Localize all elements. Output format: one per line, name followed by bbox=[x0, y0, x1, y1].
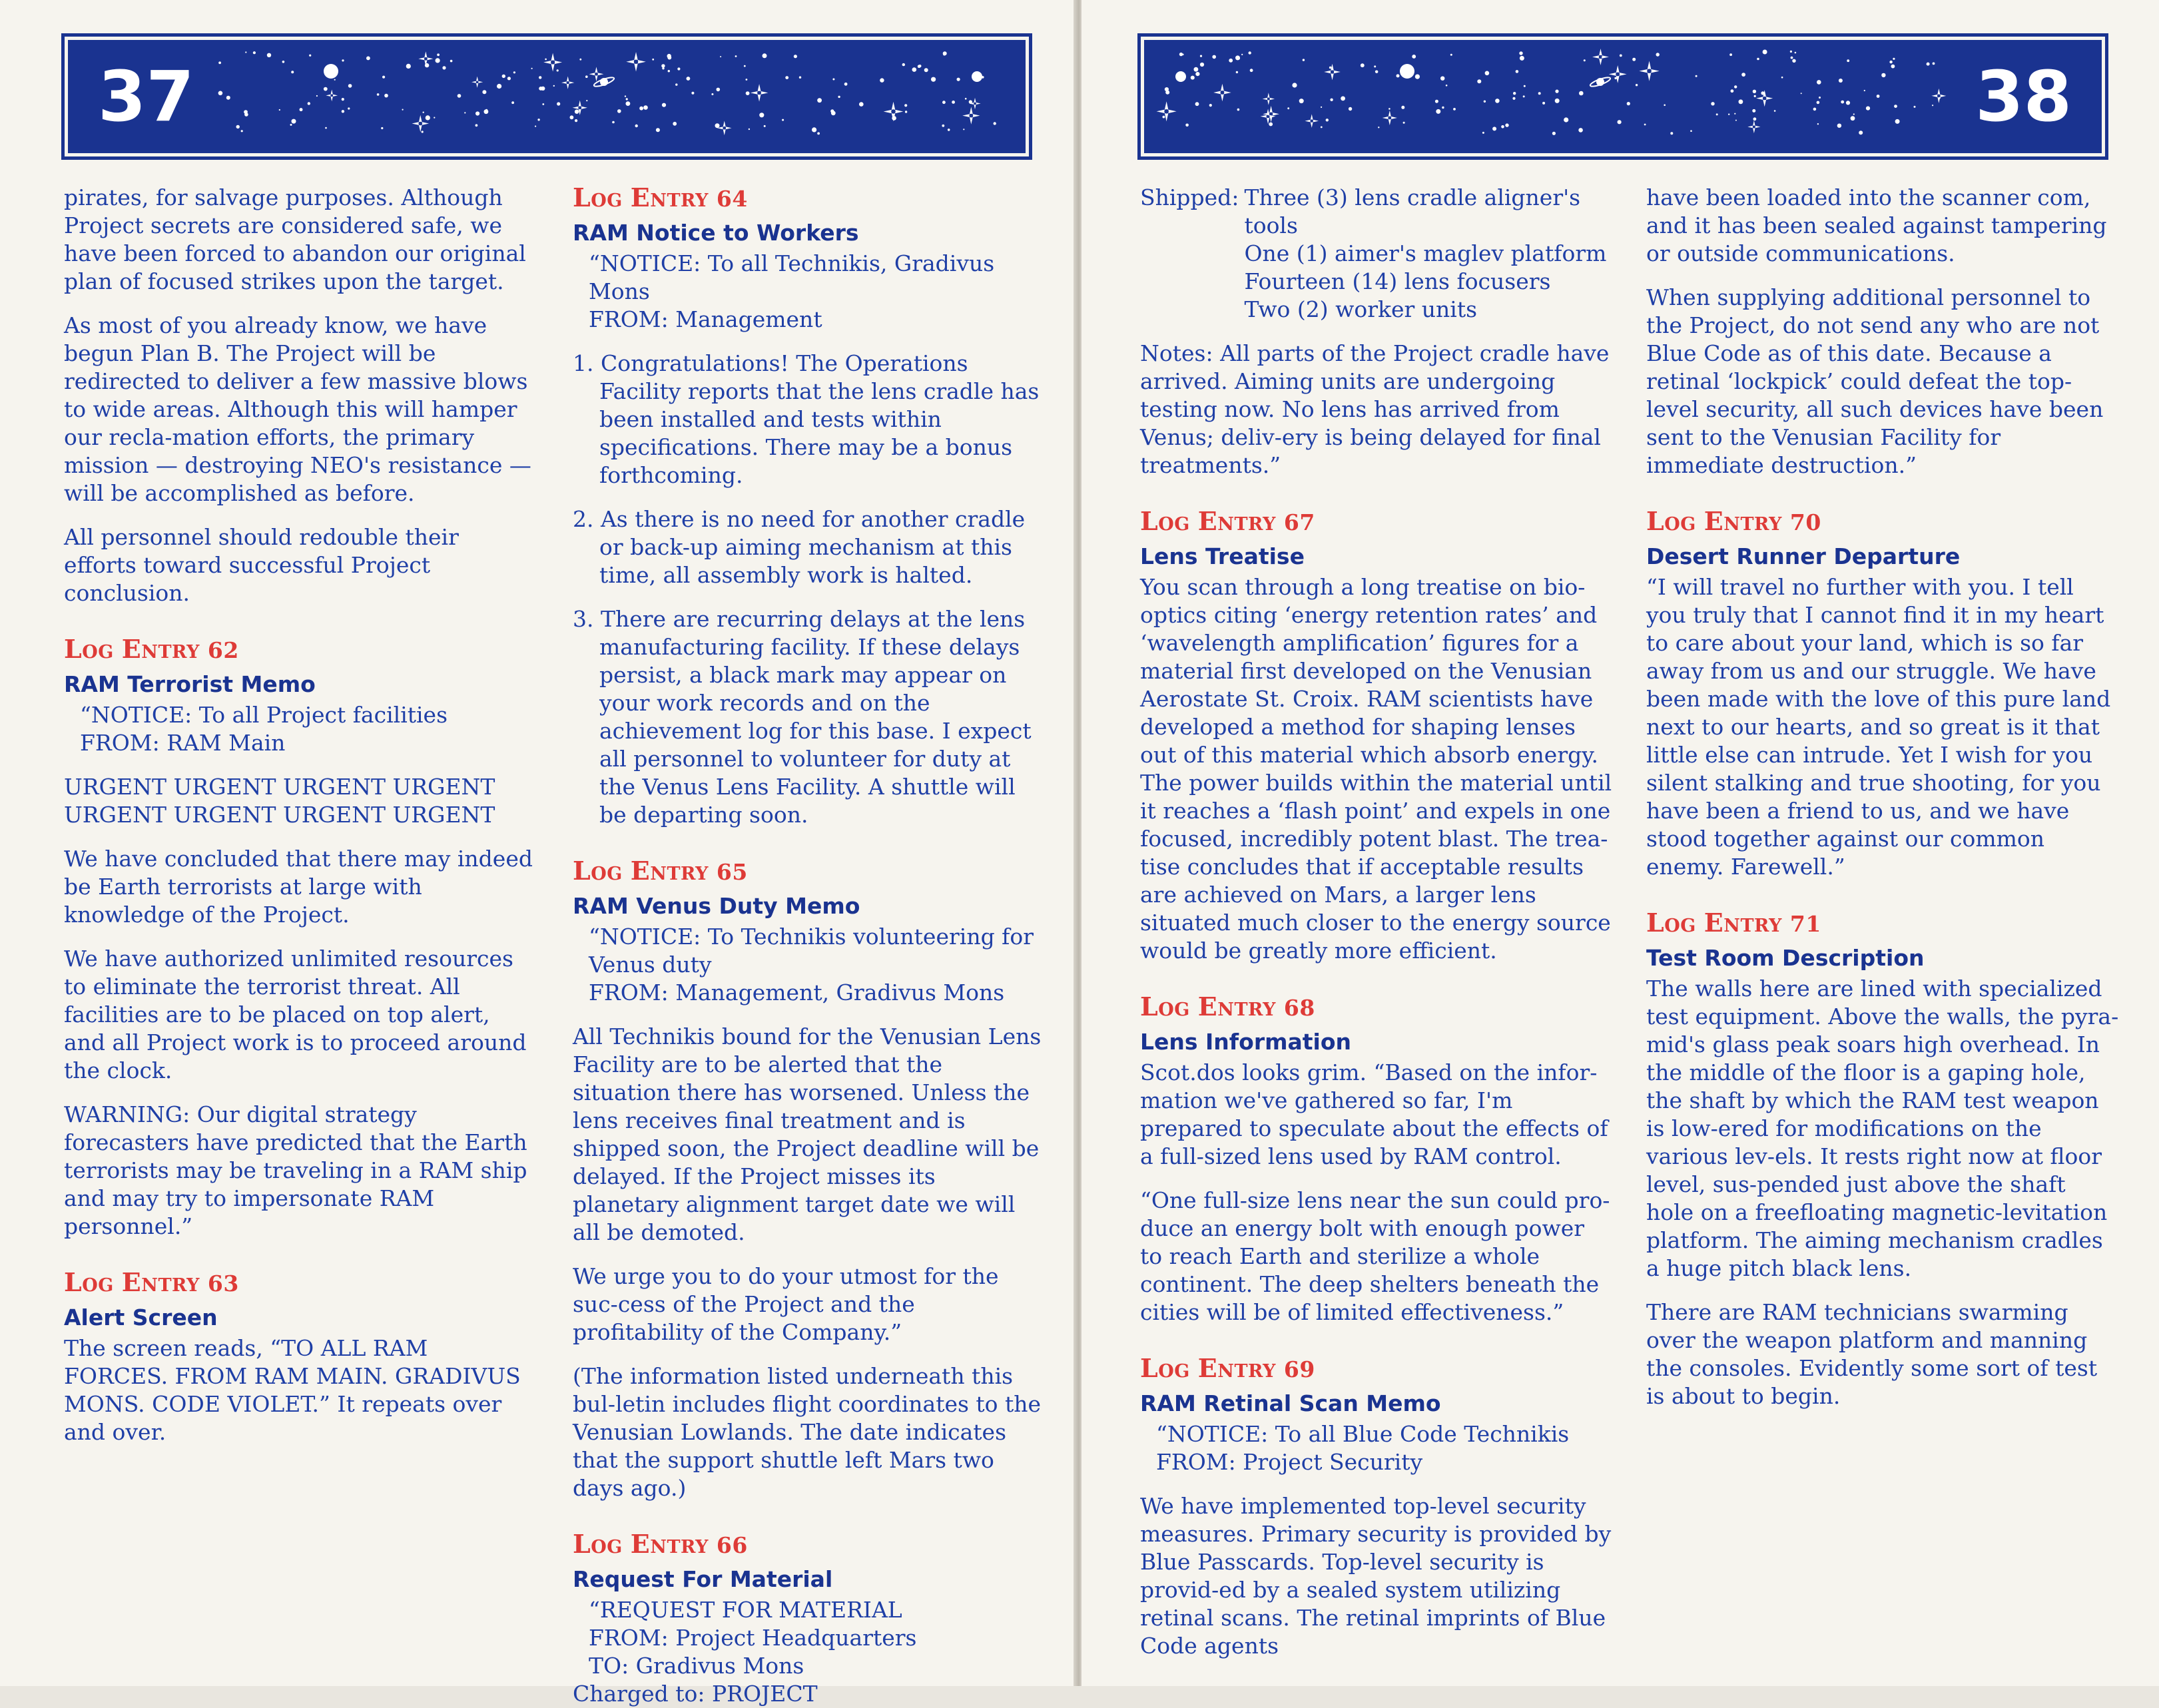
entry-title: Request For Material bbox=[573, 1566, 833, 1592]
paragraph: pirates, for salvage purposes. Although Project secrets are considered safe, we have been forced to abandon our original plan of focused strikes upon the target. bbox=[64, 184, 526, 294]
entry-title: Alert Screen bbox=[64, 1304, 218, 1330]
paragraph: The screen reads, “TO ALL RAM FORCES. FROM RAM MAIN. GRADIVUS MONS. CODE VIOLET.” It repeats over and over. bbox=[64, 1335, 521, 1445]
list-item: 3. There are recurring delays at the lens manufacturing facility. If these delays persist, a black mark may appear on your work records and on the achievement log for this base. I expect all personnel to volunteer for duty at the Venus Lens Facility. A shuttle will be departing soon. bbox=[573, 606, 1032, 828]
memo-line: “REQUEST FOR MATERIAL bbox=[589, 1597, 902, 1623]
page-banner-38 bbox=[1137, 33, 2108, 160]
log-entry-heading: LOG ENTRY 69 bbox=[1140, 1353, 1315, 1383]
memo-line: FROM: Project Headquarters bbox=[589, 1625, 917, 1651]
paragraph: Notes: All parts of the Project cradle have arrived. Aiming units are undergoing testing now. No lens has arrived from Venus; deliv-ery is being delayed for final treatments.” bbox=[1140, 340, 1610, 478]
shipped-item: Three (3) lens cradle aligner's tools bbox=[1244, 184, 1581, 238]
shipped-item: Two (2) worker units bbox=[1244, 296, 1478, 322]
paragraph: WARNING: Our digital strategy forecasters have predicted that the Earth terrorists may be traveling in a RAM ship and may try to impersonate RAM personnel.” bbox=[64, 1101, 527, 1239]
log-entry-heading: LOG ENTRY 62 bbox=[64, 634, 239, 664]
paragraph: All personnel should redouble their efforts toward successful Project conclusion. bbox=[64, 524, 459, 606]
shipped-item: Fourteen (14) lens focusers bbox=[1244, 268, 1551, 294]
urgent-line: URGENT URGENT URGENT URGENT bbox=[64, 802, 495, 828]
log-entry-heading: LOG ENTRY 70 bbox=[1646, 506, 1821, 536]
paragraph: (The information listed underneath this bul-letin includes flight coordinates to the Venusian Lowlands. The date indicates that the support shuttle left Mars two days ago.) bbox=[573, 1363, 1042, 1501]
paragraph: have been loaded into the scanner com, and it has been sealed against tampering or outside communications. bbox=[1646, 184, 2107, 266]
memo-line: Charged to: PROJECT bbox=[573, 1681, 818, 1707]
entry-title: Lens Treatise bbox=[1140, 543, 1305, 569]
page-number: 38 bbox=[1975, 56, 2072, 137]
log-entry-heading: LOG ENTRY 66 bbox=[573, 1529, 748, 1559]
paragraph: As most of you already know, we have begun Plan B. The Project will be redirected to deliver a few massive blows to wide areas. Although this will hamper our recla-mation efforts, the primary mission — destroying NEO's resistance — will be accomplished as before. bbox=[64, 312, 531, 506]
paragraph: You scan through a long treatise on bio-optics citing ‘energy retention rates’ and ‘wavelength amplification’ figures for a material first developed on the Venusian Aerostate St. Croix. RAM scientists have developed a method for shaping lenses out of this material which absorb energy. The power builds within the material until it reaches a ‘flash point’ and expels in one focused, incredibly potent blast. The trea-tise concludes that if acceptable results are achieved on Mars, a larger lens situated much closer to the energy source would be greatly more efficient. bbox=[1140, 574, 1612, 964]
shipped-item: One (1) aimer's maglev platform bbox=[1244, 240, 1607, 266]
paragraph: We have concluded that there may indeed be Earth terrorists at large with knowledge of the Project. bbox=[64, 846, 533, 928]
left-page bbox=[0, 0, 1078, 1707]
list-item: 1. Congratulations! The Operations Facility reports that the lens cradle has been installed and tests within specifications. There may be a bonus forthcoming. bbox=[573, 350, 1040, 488]
memo-line: “NOTICE: To all Project facilities bbox=[80, 702, 448, 728]
memo-line: FROM: Management bbox=[589, 306, 822, 332]
entry-title: RAM Retinal Scan Memo bbox=[1140, 1390, 1441, 1416]
shipped-label: Shipped: bbox=[1140, 184, 1239, 210]
paragraph: “One full-size lens near the sun could pro-duce an energy bolt with enough power to reach Earth and sterilize a whole continent. The deep shelters beneath the cities will be of limited effectiveness.” bbox=[1140, 1187, 1610, 1325]
page-number: 37 bbox=[98, 56, 194, 137]
shipped-list bbox=[1140, 184, 1613, 324]
memo-line: FROM: RAM Main bbox=[80, 730, 286, 756]
entry-title: Lens Information bbox=[1140, 1029, 1352, 1055]
paragraph: All Technikis bound for the Venusian Lens Facility are to be alerted that the situation there has worsened. Unless the lens receives final treatment and is shipped soon, the Project deadline will be delayed. If the Project misses its planetary alignment target date we will all be demoted. bbox=[573, 1023, 1042, 1245]
entry-title: RAM Notice to Workers bbox=[573, 220, 859, 246]
right-column-2 bbox=[1646, 184, 2119, 1426]
memo-line: “NOTICE: To all Technikis, Gradivus Mons bbox=[589, 250, 995, 304]
paragraph: We have authorized unlimited resources to eliminate the terrorist threat. All facilities are to be placed on top alert, and all Project work is to proceed around the clock. bbox=[64, 946, 527, 1083]
log-entry-heading: LOG ENTRY 67 bbox=[1140, 506, 1315, 536]
log-entry-heading: LOG ENTRY 71 bbox=[1646, 908, 1821, 938]
paragraph: When supplying additional personnel to the Project, do not send any who are not Blue Code as of this date. Because a retinal ‘lockpick’ could defeat the top-level security, all such devices have been sent to the Venusian Facility for immediate destruction.” bbox=[1646, 284, 2104, 478]
entry-title: RAM Terrorist Memo bbox=[64, 671, 316, 697]
paragraph: The walls here are lined with specialized test equipment. Above the walls, the pyra-mid's glass peak soars high overhead. In the middle of the floor is a gaping hole, the shaft by which the RAM test weapon is low-ered for modifications on the various lev-els. It rests right now at floor level, sus-pended just above the shaft hole on a freefloating magnetic-levitation platform. The aiming mechanism cradles a huge pitch black lens. bbox=[1646, 976, 2119, 1281]
memo-line: FROM: Management, Gradivus Mons bbox=[589, 980, 1005, 1005]
right-column-1 bbox=[1140, 184, 1613, 1676]
starfield-icon bbox=[65, 37, 1022, 150]
paragraph: “I will travel no further with you. I tell you truly that I cannot find it in my heart to care about your land, which is so far away from us and our struggle. We have been made with the love of this pure land next to our hearts, and so great is it that little else can intrude. Yet I wish for you silent stalking and true shooting, for you have been a friend to us, and we have stood together against our common enemy. Farewell.” bbox=[1646, 574, 2111, 880]
log-entry-heading: LOG ENTRY 65 bbox=[573, 856, 748, 886]
entry-title: Test Room Description bbox=[1646, 945, 1925, 971]
paragraph: Scot.dos looks grim. “Based on the infor-mation we've gathered so far, I'm prepared to speculate about the effects of a full-sized lens used by RAM control. bbox=[1140, 1059, 1608, 1169]
starfield-icon bbox=[1141, 37, 2098, 150]
left-column-1 bbox=[64, 184, 537, 1462]
memo-line: “NOTICE: To Technikis volunteering for Venus duty bbox=[589, 924, 1034, 978]
memo-line: FROM: Project Security bbox=[1156, 1449, 1423, 1475]
page-banner-37 bbox=[61, 33, 1032, 160]
entry-title: RAM Venus Duty Memo bbox=[573, 893, 860, 919]
log-entry-heading: LOG ENTRY 64 bbox=[573, 182, 748, 212]
paragraph: There are RAM technicians swarming over the weapon platform and manning the consoles. Evidently some sort of test is about to begin. bbox=[1646, 1299, 2098, 1409]
urgent-line: URGENT URGENT URGENT URGENT bbox=[64, 774, 495, 800]
memo-line: TO: Gradivus Mons bbox=[589, 1653, 804, 1679]
memo-line: “NOTICE: To all Blue Code Technikis bbox=[1156, 1421, 1570, 1447]
left-column-2 bbox=[573, 184, 1046, 1708]
paragraph: We have implemented top-level security measures. Primary security is provided by Blue Passcards. Top-level security is provid-ed by a sealed system utilizing retinal scans. The retinal imprints of Blue Code agents bbox=[1140, 1493, 1612, 1659]
entry-title: Desert Runner Departure bbox=[1646, 543, 1961, 569]
paragraph: We urge you to do your utmost for the suc-cess of the Project and the profitability of the Company.” bbox=[573, 1263, 999, 1345]
log-entry-heading: LOG ENTRY 68 bbox=[1140, 992, 1315, 1021]
list-item: 2. As there is no need for another cradle or back-up aiming mechanism at this time, all assembly work is halted. bbox=[573, 506, 1026, 588]
log-entry-heading: LOG ENTRY 63 bbox=[64, 1267, 239, 1297]
